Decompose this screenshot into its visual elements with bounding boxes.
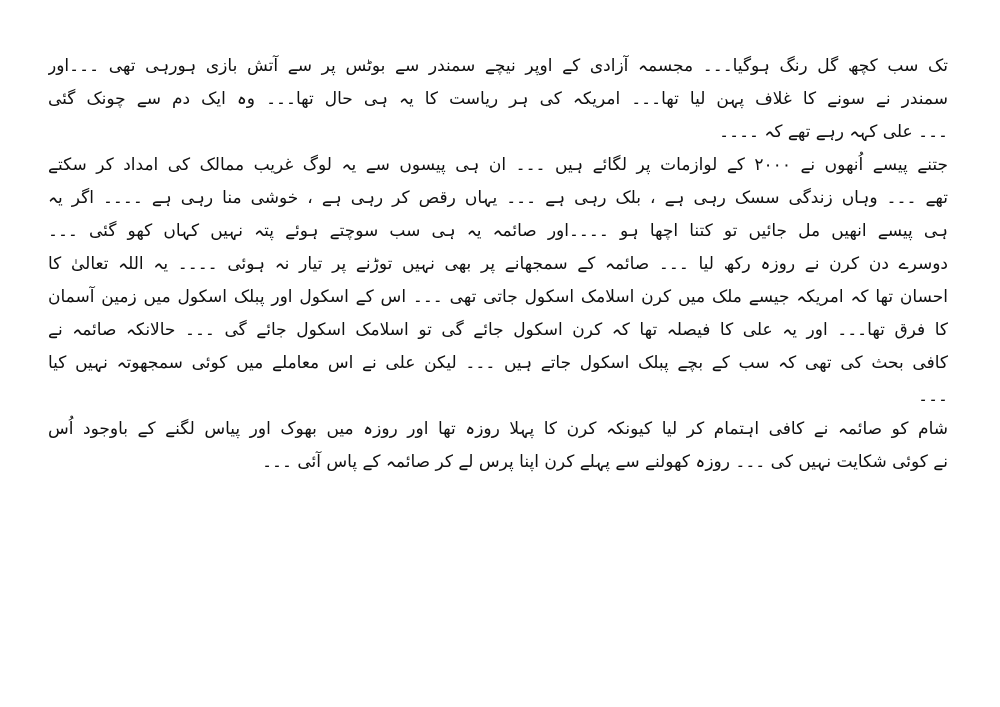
text-line: دوسرے دن کرن نے روزہ رکھ لیا ۔۔۔ صائمہ کے سمجھانے پر بھی نہیں توڑنے پر تیار نہ ہوئی ۔۔۔۔ یہ اللہ تعالیٰ کا <box>48 254 948 274</box>
text-line: شام کو صائمہ نے کافی اہتمام کر لیا کیونکہ کرن کا پہلا روزہ تھا اور روزہ میں بھوک اور پیاس لگنے کے باوجود اُس <box>48 419 948 439</box>
paragraph-2 <box>48 149 948 248</box>
text-line: تھے ۔۔۔ وہاں زندگی سسک رہی ہے ، بلک رہی ہے ۔۔۔ یہاں رقص کر رہی ہے ، خوشی منا رہی ہے ۔۔۔۔ اگر یہ <box>48 188 948 208</box>
text-line: ہی پیسے انھیں مل جائیں تو کتنا اچھا ہو ۔۔۔۔اور صائمہ یہ ہی سب سوچتے ہوئے پتہ نہیں کہاں کھو گئی ۔۔۔ <box>48 221 948 241</box>
urdu-text-body <box>48 50 948 479</box>
paragraph-3 <box>48 248 948 413</box>
text-line: ۔۔۔ <box>918 386 948 406</box>
text-line: کافی بحث کی تھی کہ سب کے بچے پبلک اسکول جاتے ہیں ۔۔۔ لیکن علی نے اس معاملے میں کوئی سمجھوتہ نہیں کیا <box>48 353 948 373</box>
text-line: تک سب کچھ گل رنگ ہوگیا۔۔۔ مجسمہ آزادی کے اوپر نیچے سمندر سے بوٹس پر سے آتش بازی ہورہی تھی ۔۔۔اور <box>48 56 948 76</box>
text-line: ۔۔۔ علی کہہ رہے تھے کہ ۔۔۔۔ <box>719 122 948 142</box>
paragraph-1 <box>48 50 948 149</box>
text-line: جتنے پیسے اُنھوں نے ٢٠٠٠ کے لوازمات پر لگائے ہیں ۔۔۔ ان ہی پیسوں سے یہ لوگ غریب ممالک کی امداد کر سکتے <box>48 155 948 175</box>
text-line: نے کوئی شکایت نہیں کی ۔۔۔ روزہ کھولنے سے پہلے کرن اپنا پرس لے کر صائمہ کے پاس آئی ۔۔۔ <box>262 452 948 472</box>
text-line: سمندر نے سونے کا غلاف پہن لیا تھا۔۔۔ امریکہ کی ہر ریاست کا یہ ہی حال تھا۔۔۔ وہ ایک دم سے چونک گئی <box>48 89 948 109</box>
text-line: کا فرق تھا۔۔۔ اور یہ علی کا فیصلہ تھا کہ کرن اسکول جائے گی تو اسلامک اسکول جائے گی ۔۔۔ حالانکہ صائمہ نے <box>48 320 948 340</box>
paragraph-4 <box>48 413 948 479</box>
text-line: احسان تھا کہ امریکہ جیسے ملک میں کرن اسلامک اسکول جاتی تھی ۔۔۔ اس کے اسکول اور پبلک اسکول میں زمین آسمان <box>48 287 948 307</box>
